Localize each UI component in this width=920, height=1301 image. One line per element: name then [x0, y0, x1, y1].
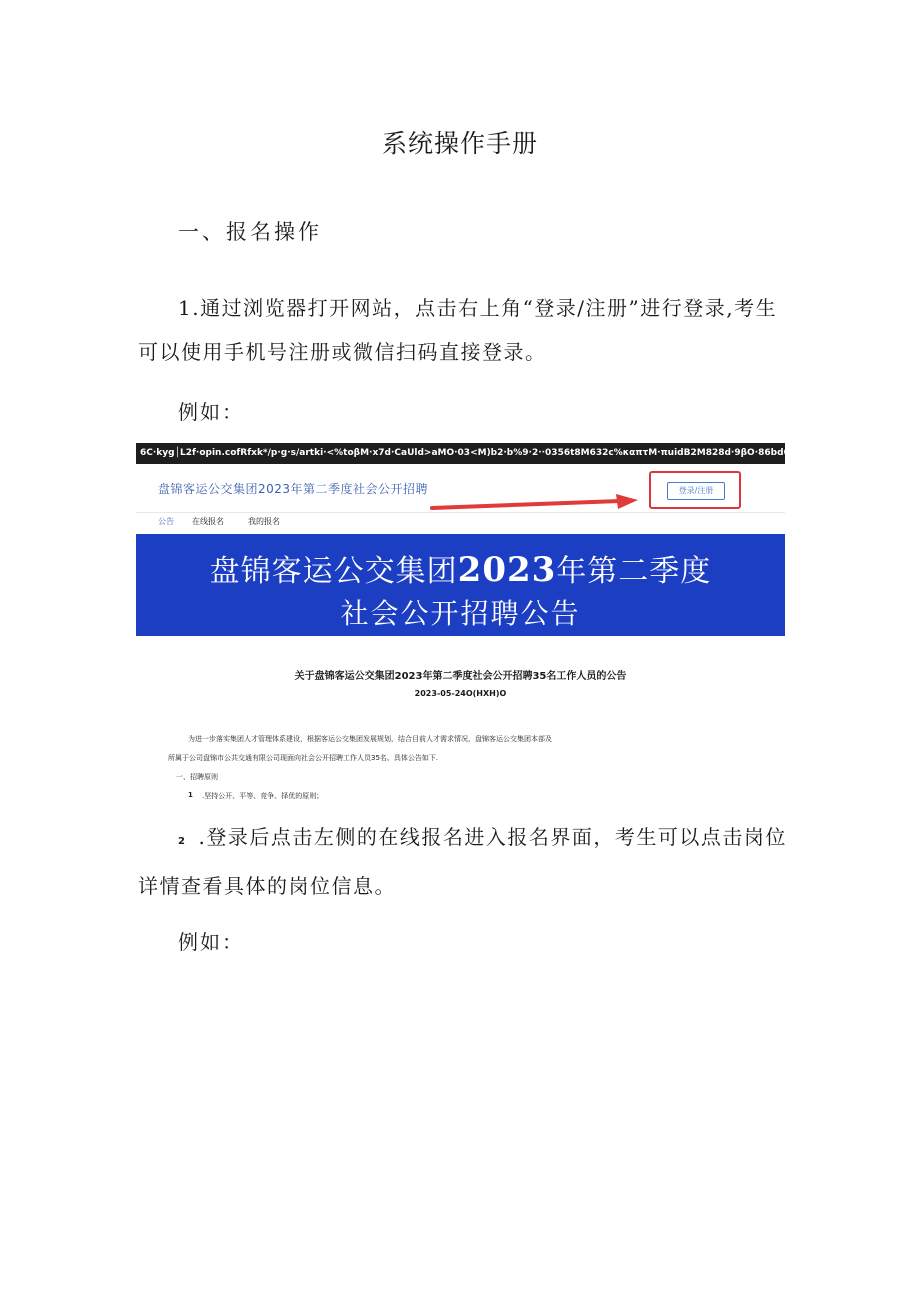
- nav-item-online-signup[interactable]: 在线报名: [192, 517, 224, 526]
- notice-body-line-4-num: 1: [188, 791, 193, 799]
- banner-line-1-a: 盘锦客运公交集团: [209, 554, 458, 589]
- notice-title: 关于盘锦客运公交集团2023年第二季度社会公开招聘35名工作人员的公告: [294, 671, 627, 682]
- site-title: 盘锦客运公交集团2023年第二季度社会公开招聘: [158, 482, 429, 496]
- document-title: 系统操作手册: [381, 129, 538, 158]
- announcement-banner: [136, 534, 785, 636]
- banner-line-1-b: 年第二季度: [556, 554, 712, 589]
- website-screenshot: [136, 443, 870, 813]
- url-text: 6C·kyg│L2f·opin.cofRfxk*/p·g·s/artki·<%toβM·x7d·CaUld>aMO·03<M)b2·b%9·2··0356t8M632c%καπτM·πuidB2M828d·9βO·86bd6bfff70oc.... 由口.: [140, 448, 870, 458]
- notice-body-line-1: 为进一步落实集团人才管理体系建设，根据客运公交集团发展规划，结合目前人才需求情况，盘锦客运公交集团本部及: [188, 735, 552, 743]
- site-header: [136, 464, 785, 513]
- step1-paragraph: [138, 286, 788, 374]
- step1-text: 1.通过浏览器打开网站，点击右上角“登录/注册”进行登录,考生可以使用手机号注册或微信扫码直接登录。: [138, 296, 778, 364]
- browser-url-bar: [136, 443, 870, 464]
- notice-body-line-3: 一、招聘原则: [176, 773, 218, 781]
- step2-paragraph: [138, 815, 788, 908]
- nav-item-my-signup[interactable]: 我的报名: [248, 517, 280, 526]
- step2-text: .登录后点击左侧的在线报名进入报名界面，考生可以点击岗位详情查看具体的岗位信息。: [138, 825, 787, 898]
- banner-line-1: [136, 546, 785, 590]
- site-nav: [136, 513, 785, 533]
- example-label-2: 例如：: [178, 930, 244, 954]
- notice-body-line-4: .坚持公开、平等、竞争、择优的原则；: [202, 792, 324, 800]
- login-highlight-box: [649, 471, 741, 509]
- banner-year: 2023: [457, 550, 557, 590]
- example-label-1: 例如：: [178, 400, 244, 424]
- banner-line-2: 社会公开招聘公告: [340, 597, 581, 630]
- section-heading-signup: 一、报名操作: [178, 220, 322, 244]
- step2-number: 2: [178, 836, 187, 847]
- login-register-button[interactable]: 登录/注册: [667, 482, 725, 500]
- notice-body-line-2: 所属于公司盘锦市公共交通有限公司现面向社会公开招聘工作人员35名。具体公告如下.: [168, 754, 439, 762]
- nav-item-announcement[interactable]: 公告: [158, 517, 174, 526]
- notice-date: 2023-05-24O(HXH)O: [414, 689, 507, 698]
